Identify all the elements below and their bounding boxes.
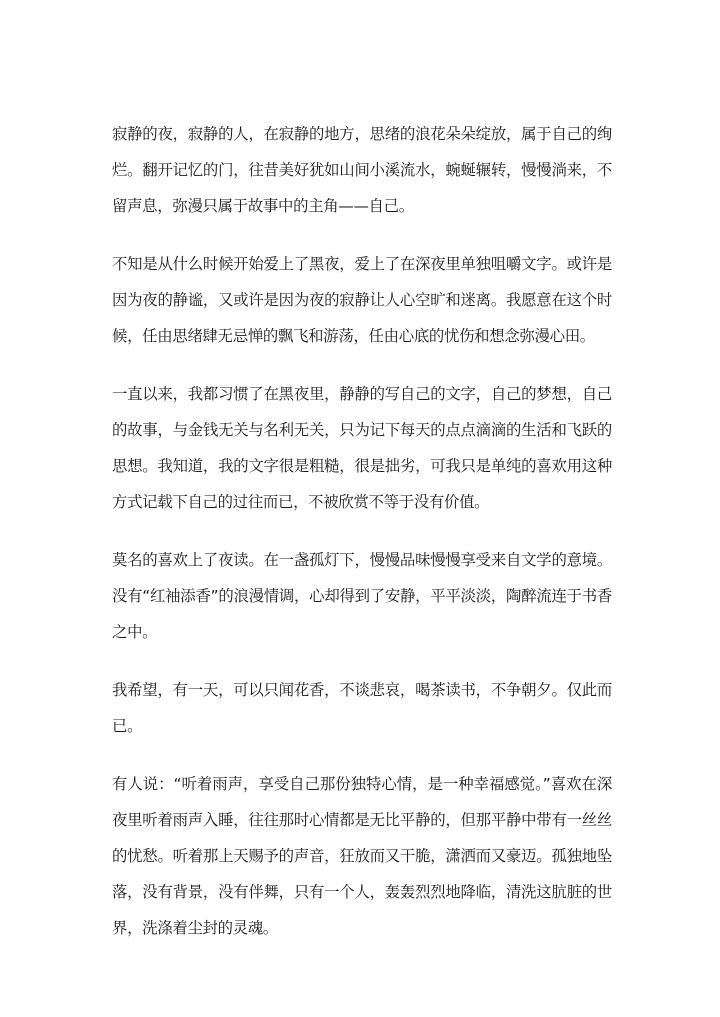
paragraph-4: 莫名的喜欢上了夜读。在一盏孤灯下，慢慢品味慢慢享受来自文学的意境。没有“红袖添香”的浪漫情调，心却得到了安静，平平淡淡，陶醉流连于书香之中。 <box>112 551 612 641</box>
paragraph-3: 一直以来，我都习惯了在黑夜里，静静的写自己的文字，自己的梦想，自己的故事，与金钱无关与名利无关，只为记下每天的点点滴滴的生活和飞跃的思想。我知道，我的文字很是粗糙，很是拙劣，可我只是单纯的喜欢用这种方式记载下自己的过往而已，不被欣赏不等于没有价值。 <box>112 385 612 511</box>
document-body <box>112 116 612 946</box>
paragraph-5: 我希望，有一天，可以只闻花香，不谈悲哀，喝茶读书，不争朝夕。仅此而已。 <box>112 681 612 735</box>
paragraph-6: 有人说：“听着雨声，享受自己那份独特心情，是一种幸福感觉。”喜欢在深夜里听着雨声入睡，往往那时心情都是无比平静的，但那平静中带有一丝丝的忧愁。听着那上天赐予的声音，狂放而又干脆，潇洒而又豪迈。孤独地坠落，没有背景，没有伴舞，只有一个人，轰轰烈烈地降临，清洗这肮脏的世界，洗涤着尘封的灵魂。 <box>112 775 612 937</box>
paragraph-2: 不知是从什么时候开始爱上了黑夜，爱上了在深夜里单独咀嚼文字。或许是因为夜的静谧，又或许是因为夜的寂静让人心空旷和迷离。我愿意在这个时候，任由思绪肆无忌惮的飘飞和游荡，任由心底的忧伤和想念弥漫心田。 <box>112 255 612 345</box>
paragraph-1: 寂静的夜，寂静的人，在寂静的地方，思绪的浪花朵朵绽放，属于自己的绚烂。翻开记忆的门，往昔美好犹如山间小溪流水，蜿蜒辗转，慢慢淌来，不留声息，弥漫只属于故事中的主角——自己。 <box>112 125 612 215</box>
